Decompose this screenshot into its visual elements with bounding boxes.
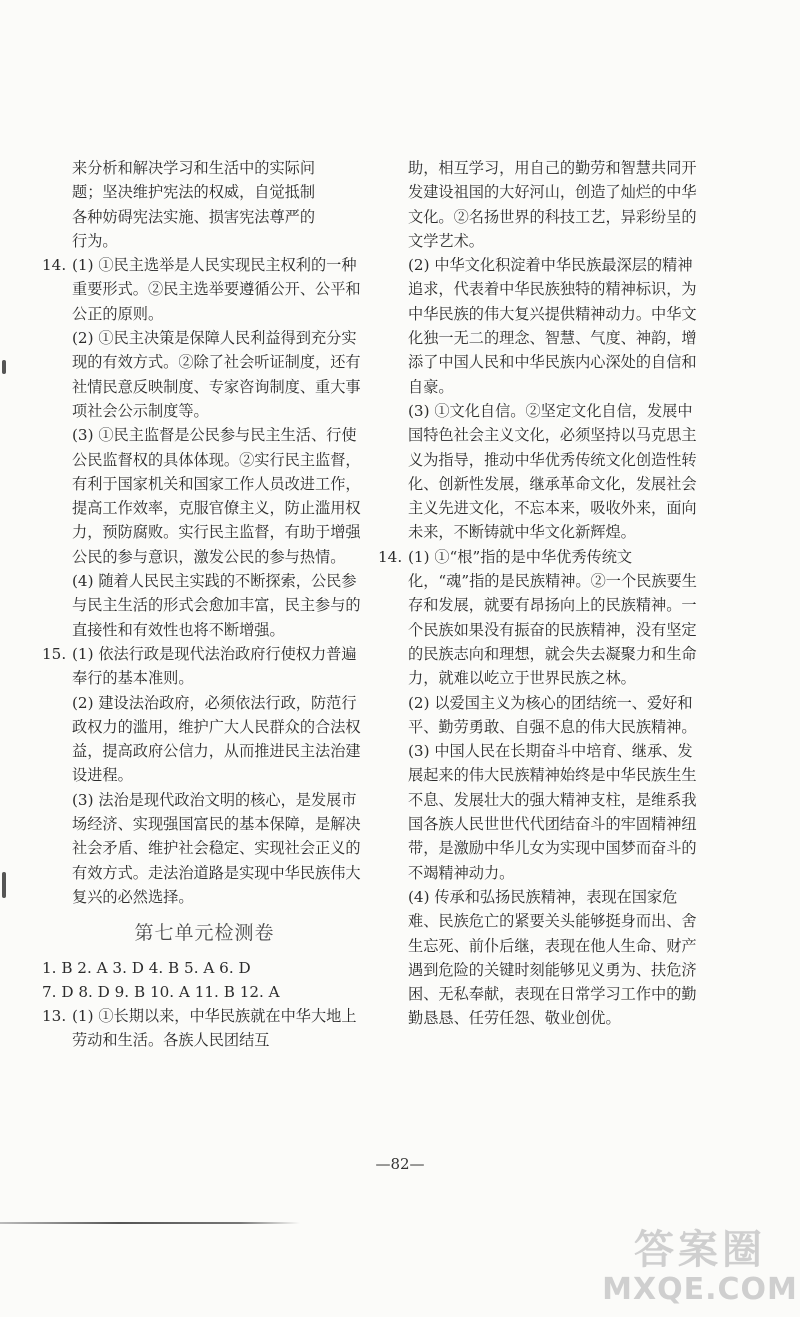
continued-answer <box>42 156 367 253</box>
question-15-answer <box>42 642 367 909</box>
answer-line: 1. B 2. A 3. D 4. B 5. A 6. D <box>42 958 251 977</box>
question-number: 13. <box>42 1007 67 1026</box>
watermark-url: MXQE.COM <box>602 1272 798 1307</box>
question-number: 14. <box>378 547 403 566</box>
text-line: 行为。 <box>72 231 118 250</box>
answer-15-part-1: 15. (1) 依法行政是现代法治政府行使权力普遍奉行的基本准则。 <box>72 642 367 691</box>
answer-14-part-3: (3) 中国人民在长期奋斗中培育、继承、发展起来的伟大民族精神始终是中华民族生生不息、发展壮大的强大精神支柱，是维系我国各族人民世世代代团结奋斗的牢固精神纽带，是激励中华儿女为实现中国梦而奋斗的不竭精神动力。 <box>408 742 697 882</box>
scan-edge-line <box>0 1222 300 1224</box>
answer-15-part-3: (3) 法治是现代政治文明的核心，是发展市场经济、实现强国富民的基本保障，是解决社会矛盾、维护社会稳定、实现社会正义的有效方式。走法治道路是实现中华民族伟大复兴的必然选择。 <box>72 790 361 906</box>
answer-14-part-4: (4) 传承和弘扬民族精神，表现在国家危难、民族危亡的紧要关头能够挺身而出、舍生忘死、前仆后继，表现在他人生命、财产遇到危险的关键时刻能够见义勇为、扶危济困、无私奉献，表现在日常学习工作中的勤勤恳恳、任劳任怨、敬业创优。 <box>408 887 697 1028</box>
question-number: 15. <box>42 644 67 663</box>
text-line: 来分析和解决学习和生活中的实际问 <box>72 159 315 177</box>
multiple-choice-answers <box>42 956 367 1005</box>
page-number: —82— <box>375 1155 425 1173</box>
answer-14-part-2: (2) ①民主决策是保障人民利益得到充分实现的有效方式。②除了社会听证制度，还有社情民意反映制度、专家咨询制度、重大事项社会公示制度等。 <box>72 329 361 420</box>
answer-13-continued: 助，相互学习，用自己的勤劳和智慧共同开发建设祖国的大好河山，创造了灿烂的中华文化。②名扬世界的科技工艺，异彩纷呈的文学艺术。 <box>408 159 697 250</box>
answer-14-part-4: (4) 随着人民民主实践的不断探索，公民参与民主生活的形式会愈加丰富，民主参与的直接性和有效性也将不断增强。 <box>72 572 361 639</box>
answer-13-part-3: (3) ①文化自信。②坚定文化自信，发展中国特色社会主义文化，必须坚持以马克思主义为指导，推动中华优秀传统文化创造性转化、创新性发展，继承革命文化，发展社会主义先进文化，不忘本来，吸收外来，面向未来，不断铸就中华文化新辉煌。 <box>408 401 697 542</box>
answer-line: 7. D 8. D 9. B 10. A 11. B 12. A <box>42 982 280 1001</box>
right-column <box>378 156 703 1031</box>
section-title: 第七单元检测卷 <box>134 922 275 945</box>
answer-13-part-1: 13. (1) ①长期以来，中华民族就在中华大地上劳动和生活。各族人民团结互 <box>72 1004 367 1053</box>
answer-14-part-3: (3) ①民主监督是公民参与民主生活、行使公民监督权的具体体现。②实行民主监督，有利于国家机关和国家工作人员改进工作，提高工作效率，克服官僚主义，防止滥用权力，预防腐败。实行民主监督，有助于增强公民的参与意识，激发公民的参与热情。 <box>72 426 361 566</box>
answer-13-part-2: (2) 中华文化积淀着中华民族最深层的精神追求，代表着中华民族独特的精神标识，为中华民族的伟大复兴提供精神动力。中华文化独一无二的理念、智慧、气度、神韵，增添了中国人民和中华民族内心深处的自信和自豪。 <box>408 256 697 396</box>
watermark-logo-text: 答案圈 <box>634 1227 766 1273</box>
scan-mark <box>2 872 6 898</box>
scan-mark <box>2 360 6 374</box>
question-14-answer <box>42 253 367 642</box>
question-13-answer <box>42 1004 367 1053</box>
answer-14-part-1: 14. (1) ①民主选举是人民实现民主权利的一种重要形式。②民主选举要遵循公开、公平和公正的原则。 <box>72 253 367 326</box>
watermark <box>600 1210 800 1317</box>
text-line: 各种妨碍宪法实施、损害宪法尊严的 <box>72 207 315 226</box>
question-number: 14. <box>42 256 67 275</box>
question-14-answer-right <box>378 545 703 1031</box>
answer-15-part-2: (2) 建设法治政府，必须依法行政，防范行政权力的滥用，维护广大人民群众的合法权益，提高政府公信力，从而推进民主法治建设进程。 <box>72 693 361 785</box>
answer-14-part-1: 14. (1) ①“根”指的是中华优秀传统文化，“魂”指的是民族精神。②一个民族要生存和发展，就要有昂扬向上的民族精神。一个民族如果没有振奋的民族精神，没有坚定的民族志向和理想，就会失去凝聚力和生命力，就难以屹立于世界民族之林。 <box>408 545 703 691</box>
text-line: 题；坚决维护宪法的权威，自觉抵制 <box>72 183 315 202</box>
answer-14-part-2: (2) 以爱国主义为核心的团结统一、爱好和平、勤劳勇敢、自强不息的伟大民族精神。 <box>408 693 697 736</box>
left-column <box>42 156 367 1053</box>
